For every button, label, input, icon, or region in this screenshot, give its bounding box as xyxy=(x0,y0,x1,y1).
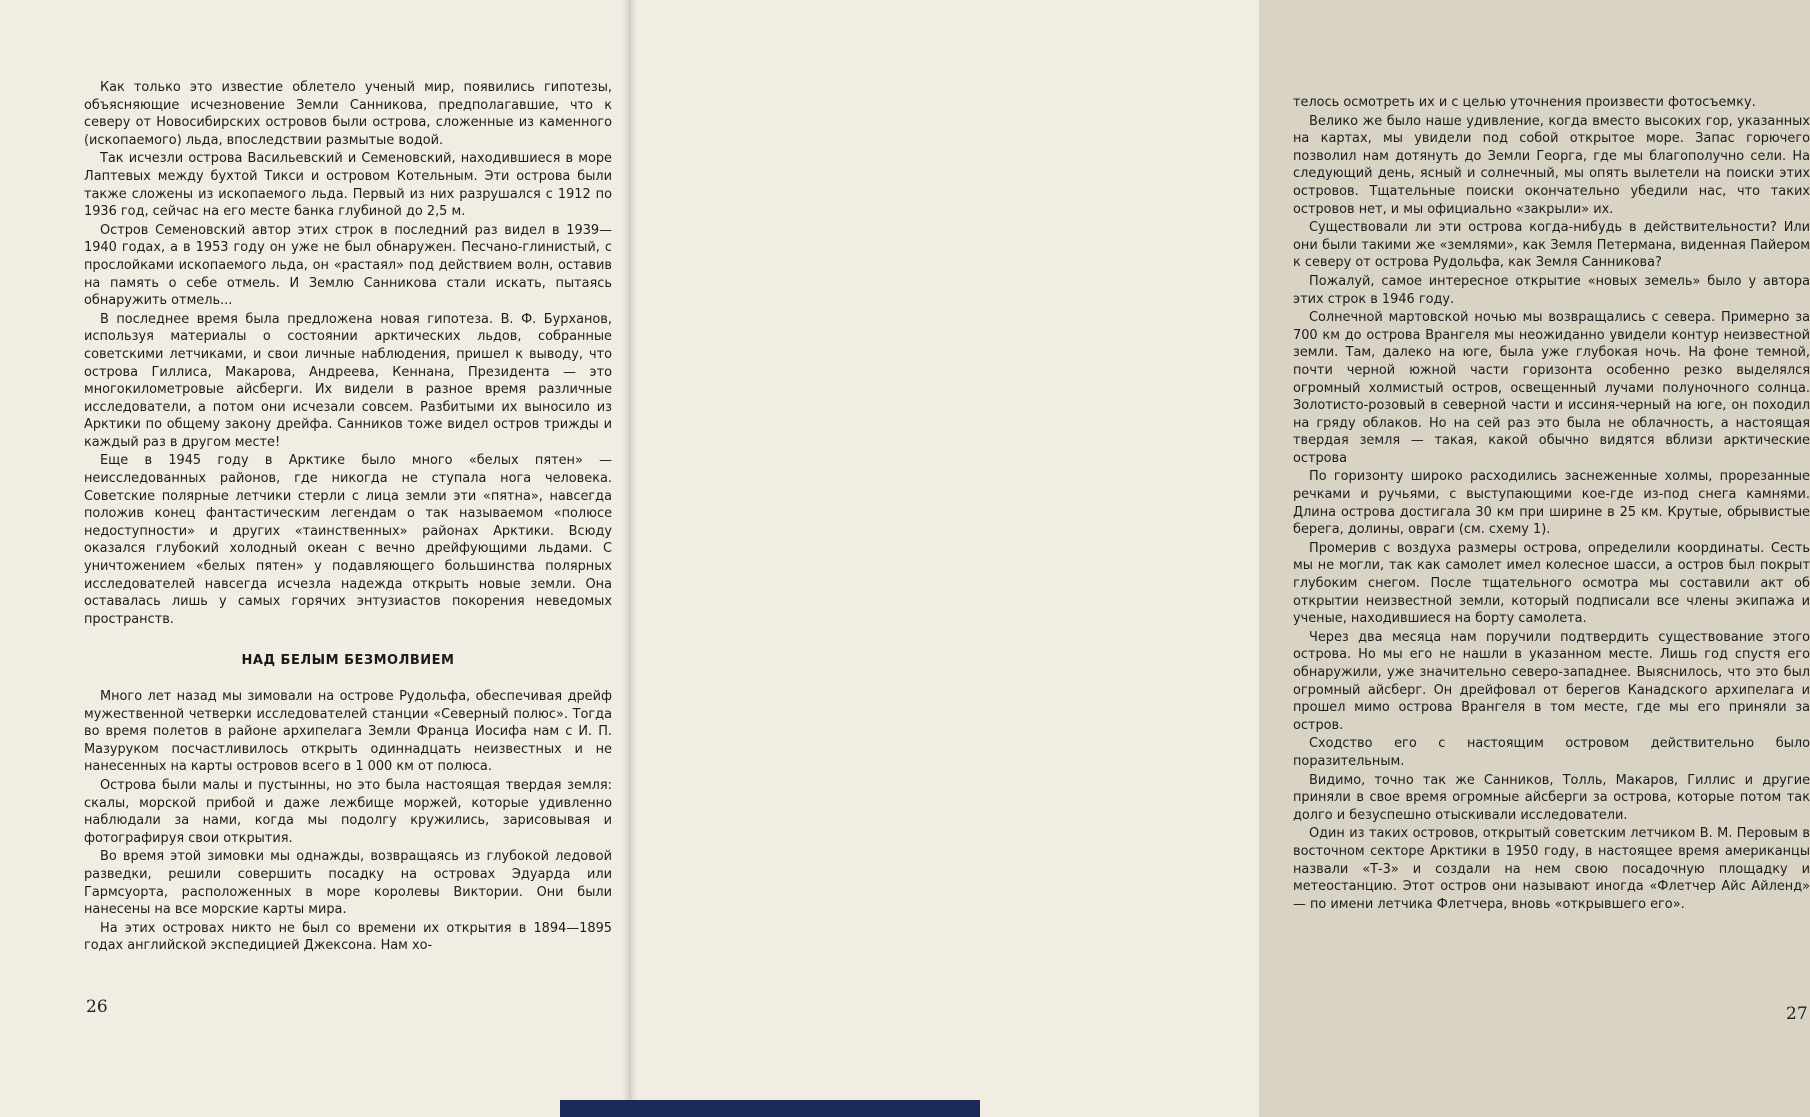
paragraph: Через два месяца нам поручили подтвердить существование этого острова. Но мы его не нашли в указанном месте. Лишь год спустя его обнаружили, уже значительно северо-западнее. Выяснилось, что это был огромный айсберг. Он дрейфовал от берегов Канадского архипелага и прошел мимо острова Врангеля в том месте, где мы его приняли за остров. xyxy=(1293,629,1810,733)
left-text-column xyxy=(84,79,612,956)
right-text-column xyxy=(1293,94,1810,914)
paragraph: Существовали ли эти острова когда-нибудь в действительности? Или они были такими же «землями», как Земля Петермана, виденная Пайером к северу от острова Рудольфа, как Земля Санникова? xyxy=(1293,220,1810,271)
paragraph: Промерив с воздуха размеры острова, определили координаты. Сесть мы не могли, так как самолет имел колесное шасси, а остров был покрыт глубоким снегом. После тщательного осмотра мы составили акт об открытии неизвестной земли, который подписали все члены экипажа и ученые, находившиеся на борту самолета. xyxy=(1293,540,1810,627)
page-number-right: 27 xyxy=(1786,1004,1808,1024)
paragraph: Остров Семеновский автор этих строк в последний раз видел в 1939—1940 годах, а в 1953 году он уже не был обнаружен. Песчано-глинистый, с прослойками ископаемого льда, он «растаял» под действием волн, оставив на память о себе отмель. И Землю Санникова стали искать, пытаясь обнаружить отмель... xyxy=(84,222,612,309)
paragraph: Так исчезли острова Васильевский и Семеновский, находившиеся в море Лаптевых между бухтой Тикси и островом Котельным. Эти острова были также сложены из ископаемого льда. Первый из них разрушался с 1912 по 1936 год, сейчас на его месте банка глубиной до 2,5 м. xyxy=(84,151,612,220)
paragraph: Сходство его с настоящим островом действительно было поразительным. xyxy=(1293,736,1810,769)
left-page xyxy=(0,0,630,1117)
paragraph: Много лет назад мы зимовали на острове Рудольфа, обеспечивая дрейф мужественной четверки исследователей станции «Северный полюс». Тогда во время полетов в районе архипелага Земли Франца Иосифа нам с И. П. Мазуруком посчастливилось открыть одиннадцать неизвестных и не нанесенных на карты островов всего в 1 000 км от полюса. xyxy=(84,689,612,775)
paragraph: Во время этой зимовки мы однажды, возвращаясь из глубокой ледовой разведки, решили совершить посадку на островах Эдуарда или Гармсуорта, расположенных в море королевы Виктории. Они были нанесены на все морские карты мира. xyxy=(84,849,612,918)
book-gutter xyxy=(622,0,638,1117)
paragraph: Велико же было наше удивление, когда вместо высоких гор, указанных на картах, мы увидели под собой открытое море. Запас горючего позволил нам дотянуть до Земли Георга, где мы благополучно сели. На следующий день, ясный и солнечный, мы опять вылетели на поиски этих островов. Тщательные поиски окончательно убедили нас, что таких островов нет, и мы официально «закрыли» их. xyxy=(1293,113,1810,217)
scan-background-band xyxy=(560,1100,980,1117)
paragraph: Пожалуй, самое интересное открытие «новых земель» было у автора этих строк в 1946 году. xyxy=(1293,273,1810,307)
paragraph: Как только это известие облетело ученый мир, появились гипотезы, объясняющие исчезновение Земли Санникова, предполагавшие, что к северу от Новосибирских островов были острова, сложенные из каменного (ископаемого) льда, впоследствии размытые водой. xyxy=(84,80,612,148)
paragraph: На этих островах никто не был со времени их открытия в 1894—1895 годах английской экспедицией Джексона. Нам хо- xyxy=(84,920,612,954)
paragraph: Видимо, точно так же Санников, Толль, Макаров, Гиллис и другие приняли в свое время огромные айсберги за острова, которые потом так долго и безуспешно отыскивали исследователи. xyxy=(1293,772,1810,823)
paragraph: Острова были малы и пустынны, но это была настоящая твердая земля: скалы, морской прибой и даже лежбище моржей, которые удивленно наблюдали за нами, когда мы подолгу кружились, зарисовывая и фотографируя свои открытия. xyxy=(84,777,612,846)
right-page xyxy=(630,0,1810,1117)
paragraph-continuation: телось осмотреть их и с целью уточнения произвести фотосъемку. xyxy=(1293,95,1756,110)
paragraph: Солнечной мартовской ночью мы возвращались с севера. Примерно за 700 км до острова Врангеля мы неожиданно увидели контур неизвестной земли. Там, далеко на юге, была уже глубокая ночь. На фоне темной, почти черной южной части горизонта особенно резко выделялся огромный холмистый остров, освещенный лучами полуночного солнца. Золотисто-розовый в северной части и иссиня-черный на юге, он походил на гряду облаков. Но на сей раз это была не облачность, а настоящая твердая земля — такая, какой обычно видятся вблизи арктические острова xyxy=(1293,310,1810,466)
paragraph: По горизонту широко расходились заснеженные холмы, прорезанные речками и ручьями, с выступающими кое-где из-под снега камнями. Длина острова достигала 30 км при ширине в 25 км. Крутые, обрывистые берега, долины, овраги (см. схему 1). xyxy=(1293,469,1810,538)
paragraph: Еще в 1945 году в Арктике было много «белых пятен» — неисследованных районов, где никогда не ступала нога человека. Советские полярные летчики стерли с лица земли эти «пятна», навсегда положив конец фантастическим легендам о так называемом «полюсе недоступности» и других «таинственных» районах Арктики. Всюду оказался глубокий холодный океан с вечно дрейфующими льдами. С уничтожением «белых пятен» у подавляющего большинства полярных исследователей навсегда исчезла надежда открыть новые земли. Она оставалась лишь у самых горячих энтузиастов покорения неведомых пространств. xyxy=(84,453,612,627)
page-number-left: 26 xyxy=(86,997,108,1017)
paragraph: В последнее время была предложена новая гипотеза. В. Ф. Бурханов, используя материалы о состоянии арктических льдов, собранные советскими летчиками, и свои личные наблюдения, пришел к выводу, что острова Гиллиса, Макарова, Андреева, Кеннана, Президента — это многокилометровые айсберги. Их видели в разное время различные исследователи, а потом они исчезали совсем. Разбитыми их выносило из Арктики по общему закону дрейфа. Санников тоже видел остров трижды и каждый раз в другом месте! xyxy=(84,311,612,450)
paragraph: Один из таких островов, открытый советским летчиком В. М. Перовым в восточном секторе Арктики в 1950 году, в настоящее время американцы назвали «Т-3» и создали на нем свою посадочную площадку и метеостанцию. Этот остров они называют иногда «Флетчер Айс Айленд» — по имени летчика Флетчера, вновь «открывшего его». xyxy=(1293,826,1810,912)
section-heading: НАД БЕЛЫМ БЕЗМОЛВИЕМ xyxy=(241,653,455,669)
